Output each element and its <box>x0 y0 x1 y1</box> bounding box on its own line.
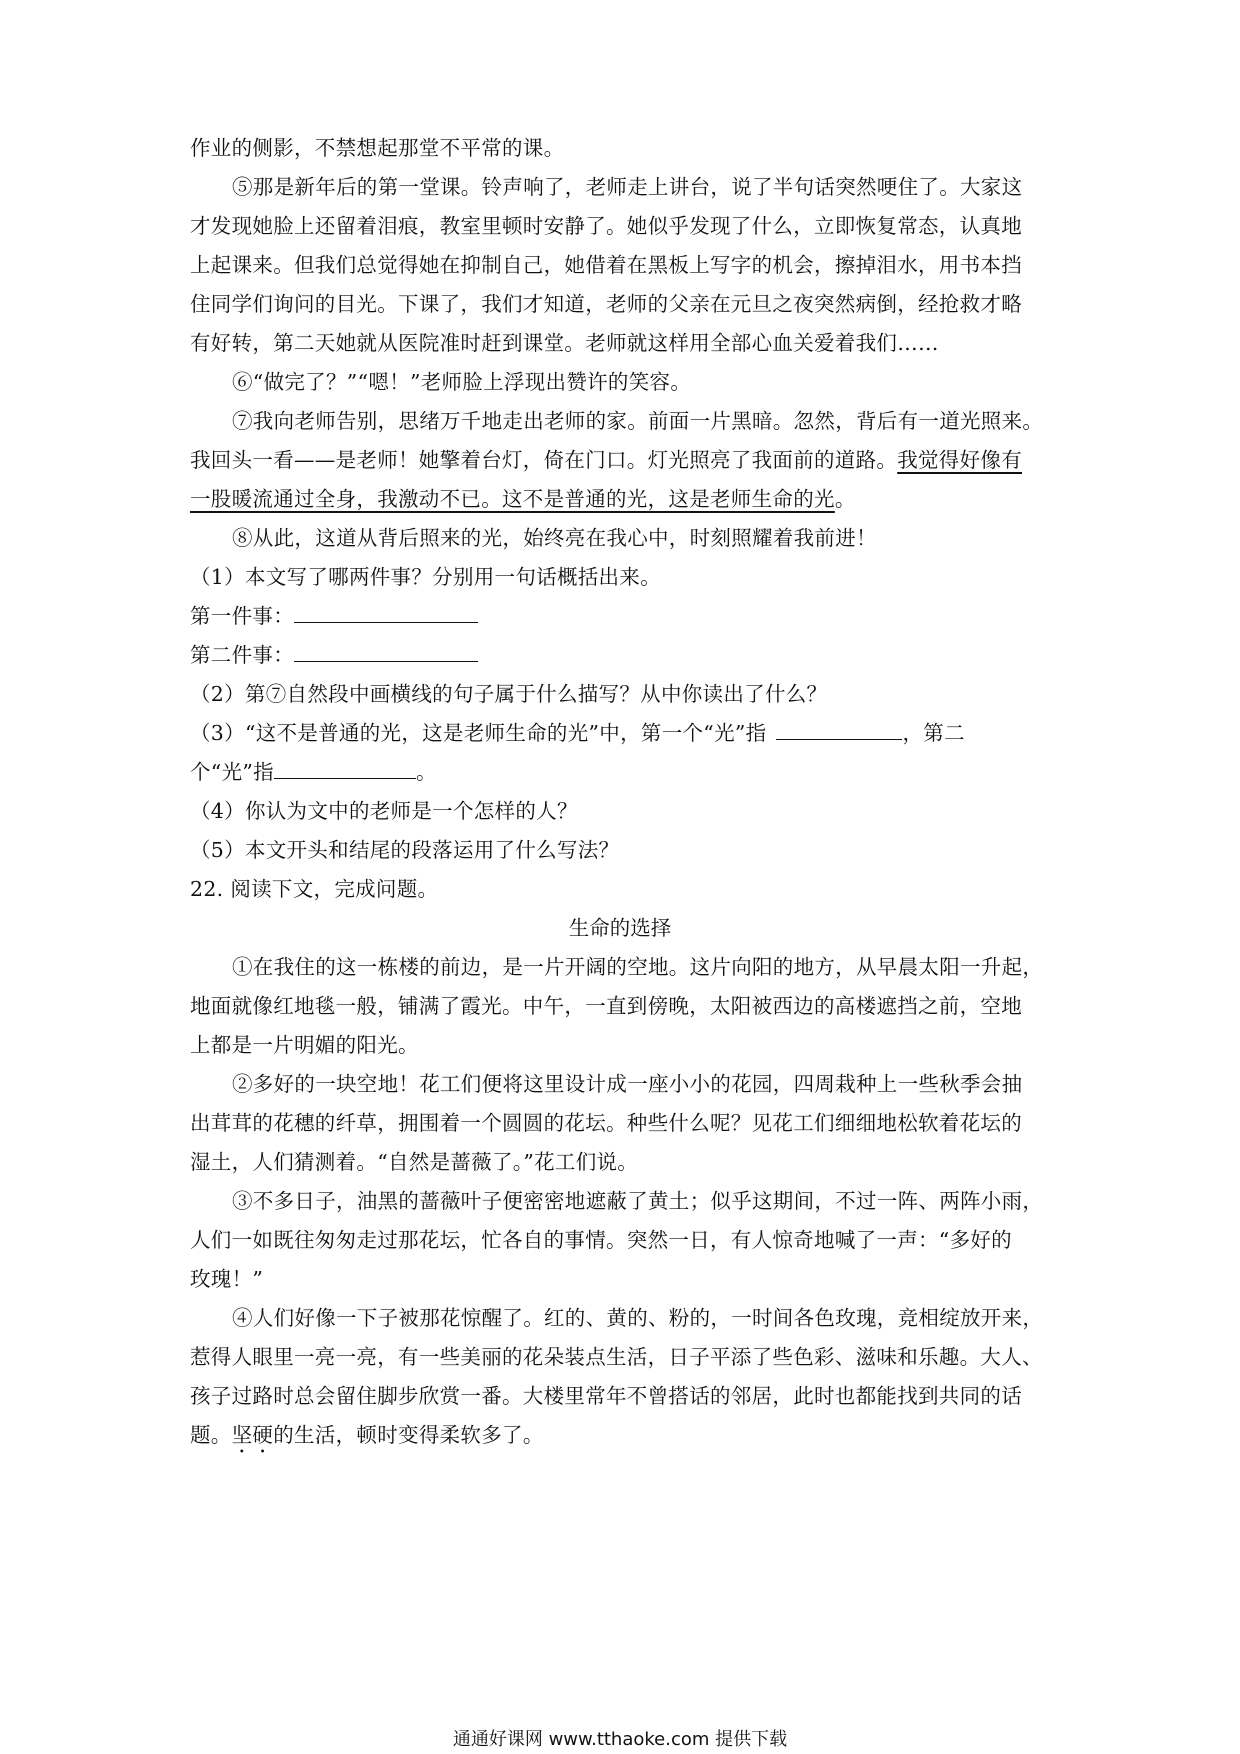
question-3-line <box>190 758 437 786</box>
passage-paragraph-1: ①在我住的这一栋楼的前边，是一片开阔的空地。这片向阳的地方，从早晨太阳一升起， <box>232 955 1044 979</box>
download-footer: 通通好课网 www.tthaoke.com 提供下载 <box>452 1729 788 1750</box>
passage-title: 生命的选择 <box>568 916 672 940</box>
answer-blank[interactable] <box>274 758 416 779</box>
answer-blank[interactable] <box>294 641 478 662</box>
paragraph-7-text: 我回头一看——是老师！她擎着台灯，倚在门口。灯光照亮了我面前的道路。 <box>190 448 898 472</box>
passage-paragraph-4: ④人们好像一下子被那花惊醒了。红的、黄的、粉的，一时间各色玫瑰，竞相绽放开来， <box>232 1306 1044 1330</box>
question-5: （5）本文开头和结尾的段落运用了什么写法？ <box>190 838 620 862</box>
passage-paragraph-2: 湿土，人们猜测着。“自然是蔷薇了。”花工们说。 <box>190 1150 639 1174</box>
passage-paragraph-3: ③不多日子，油黑的蔷薇叶子便密密地遮蔽了黄土；似乎这期间，不过一阵、两阵小雨， <box>232 1189 1044 1213</box>
paragraph-7-line <box>190 446 1022 474</box>
paragraph-7-text: 。 <box>834 487 856 511</box>
underlined-sentence: 我觉得好像有 <box>897 448 1023 472</box>
question-text: 个“光”指 <box>190 760 274 784</box>
underlined-sentence: 一股暖流通过全身，我激动不已。这不是普通的光，这是老师生命的光 <box>190 487 835 511</box>
question-1: （1）本文写了哪两件事？分别用一句话概括出来。 <box>190 565 661 589</box>
question-text: 。 <box>415 760 437 784</box>
passage-paragraph-3: 玫瑰！” <box>190 1267 264 1291</box>
passage-paragraph-1: 上都是一片明媚的阳光。 <box>190 1033 419 1057</box>
passage-paragraph-2: ②多好的一块空地！花工们便将这里设计成一座小小的花园，四周栽种上一些秋季会抽 <box>232 1072 1023 1096</box>
paragraph-8: ⑧从此，这道从背后照来的光，始终亮在我心中，时刻照耀着我前进！ <box>232 526 877 550</box>
passage-text: 题。 <box>190 1423 232 1447</box>
paragraph-6: ⑥“做完了？”“嗯！”老师脸上浮现出赞许的笑容。 <box>232 370 692 394</box>
passage-paragraph-4: 孩子过路时总会留住脚步欣赏一番。大楼里常年不曾搭话的邻居，此时也都能找到共同的话 <box>190 1384 1022 1408</box>
text-line: 作业的侧影，不禁想起那堂不平常的课。 <box>190 136 565 160</box>
emphasized-word: 坚硬 <box>231 1423 274 1447</box>
paragraph-7-line: ⑦我向老师告别，思绪万千地走出老师的家。前面一片黑暗。忽然，背后有一道光照来。 <box>232 409 1044 433</box>
question-text: （3）“这不是普通的光，这是老师生命的光”中，第一个“光”指 <box>190 721 767 745</box>
answer-blank[interactable] <box>776 719 902 740</box>
paragraph-5-line: 上起课来。但我们总觉得她在抑制自己，她借着在黑板上写字的机会，擦掉泪水，用书本挡 <box>190 253 1022 277</box>
passage-paragraph-4 <box>190 1421 544 1458</box>
question-text: ，第二 <box>902 721 965 745</box>
answer-label: 第一件事： <box>190 604 294 628</box>
answer-label: 第二件事： <box>190 643 294 667</box>
paragraph-7-line <box>190 485 856 513</box>
passage-paragraph-3: 人们一如既往匆匆走过那花坛，忙各自的事情。突然一日，有人惊奇地喊了一声：“多好的 <box>190 1228 1012 1252</box>
question-1-answer-2 <box>190 641 478 669</box>
passage-text: 的生活，顿时变得柔软多了。 <box>273 1423 544 1447</box>
paragraph-5-line: 住同学们询问的目光。下课了，我们才知道，老师的父亲在元旦之夜突然病倒，经抢救才略 <box>190 292 1022 316</box>
paragraph-5-line: ⑤那是新年后的第一堂课。铃声响了，老师走上讲台，说了半句话突然哽住了。大家这 <box>232 175 1023 199</box>
passage-paragraph-2: 出茸茸的花穗的纤草，拥围着一个圆圆的花坛。种些什么呢？见花工们细细地松软着花坛的 <box>190 1111 1022 1135</box>
question-2: （2）第⑦自然段中画横线的句子属于什么描写？从中你读出了什么？ <box>190 682 828 706</box>
answer-blank[interactable] <box>294 602 478 623</box>
paragraph-5-line: 才发现她脸上还留着泪痕，教室里顿时安静了。她似乎发现了什么，立即恢复常态，认真地 <box>190 214 1022 238</box>
question-3-line <box>190 719 965 747</box>
question-1-answer-1 <box>190 602 478 630</box>
passage-paragraph-4: 惹得人眼里一亮一亮，有一些美丽的花朵装点生活，日子平添了些色彩、滋味和乐趣。大人、 <box>190 1345 1043 1369</box>
paragraph-5-line: 有好转，第二天她就从医院准时赶到课堂。老师就这样用全部心血关爱着我们…… <box>190 331 939 355</box>
question-22: 22. 阅读下文，完成问题。 <box>190 877 439 901</box>
question-4: （4）你认为文中的老师是一个怎样的人？ <box>190 799 578 823</box>
passage-paragraph-1: 地面就像红地毯一般，铺满了霞光。中午，一直到傍晚，太阳被西边的高楼遮挡之前，空地 <box>190 994 1022 1018</box>
